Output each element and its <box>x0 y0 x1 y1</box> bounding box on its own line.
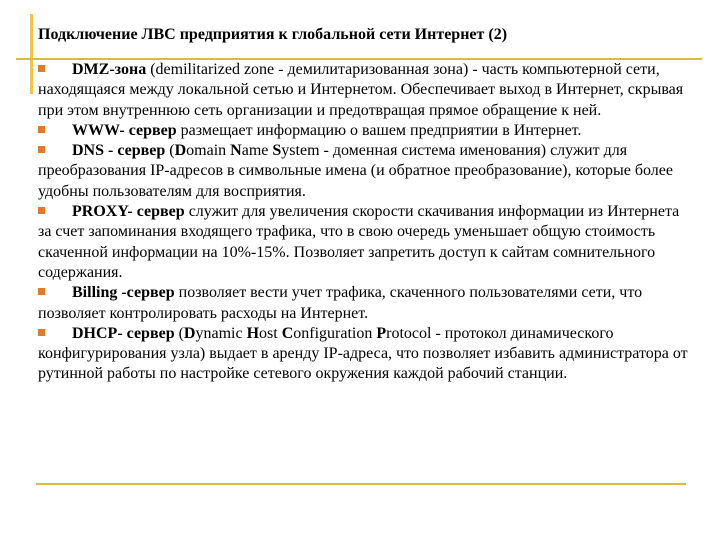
accent-vertical-line <box>30 14 33 94</box>
item-text: (demilitarized zone - демилитаризованная зона) - часть компьютерной сети, находящаяся между локальной сетью и Интернетом. Обеспечивает выход в Интернет, скрывая при этом внутреннюю сеть организации и предотвращая прямое обращение к ней. <box>38 61 684 119</box>
list-item <box>38 283 688 324</box>
item-text: служит для увеличения скорости скачивания информации из Интернета за счет запоминания входящего трафика, что в свою очередь уменьшает общую стоимость скаченной информации на 10%-15%. Позволяет запретить доступ к сайтам сомнительного содержания. <box>38 203 680 281</box>
list-item <box>38 202 688 283</box>
bullet-square-icon <box>38 126 45 133</box>
item-term: PROXY- сервер <box>72 203 185 221</box>
item-text: размещает информацию о вашем предприятии в Интернет. <box>176 121 582 139</box>
bullet-square-icon <box>38 65 45 72</box>
slide-title: Подключение ЛВС предприятия к глобальной сети Интернет (2) <box>38 26 508 43</box>
list-item: DHCP- сервер (Dynamic Host Configuration Protocol - протокол динамического конфигурирования узла) выдает в аренду IP-адреса, что позволяет избавить администратора от рутинной работы по настройке сетевого окружения каждой рабочий станции. <box>38 324 688 383</box>
list-item: DNS - сервер (Domain Name System - доменная система именования) служит для преобразования IP-адресов в символьные имена (и обратное преобразование), которые более удобны пользователям для восприятия. <box>38 142 673 200</box>
bullet-square-icon <box>38 288 45 295</box>
bullet-square-icon <box>38 329 45 336</box>
bullet-square-icon <box>38 146 45 153</box>
item-term: DMZ-зона <box>72 61 147 78</box>
bullet-square-icon <box>38 207 45 214</box>
item-term: WWW- сервер <box>72 121 177 139</box>
item-term: DHCP- сервер <box>72 324 175 342</box>
list-item <box>38 121 688 141</box>
item-text: позволяет вести учет трафика, скаченного пользователями сети, что позволяет контролировать расходы на Интернет. <box>38 284 643 322</box>
bullet-list <box>38 60 688 385</box>
item-term: Billing -сервер <box>72 284 175 302</box>
list-item <box>38 60 688 121</box>
item-term: DNS - сервер <box>72 142 166 160</box>
bottom-divider <box>36 483 686 485</box>
